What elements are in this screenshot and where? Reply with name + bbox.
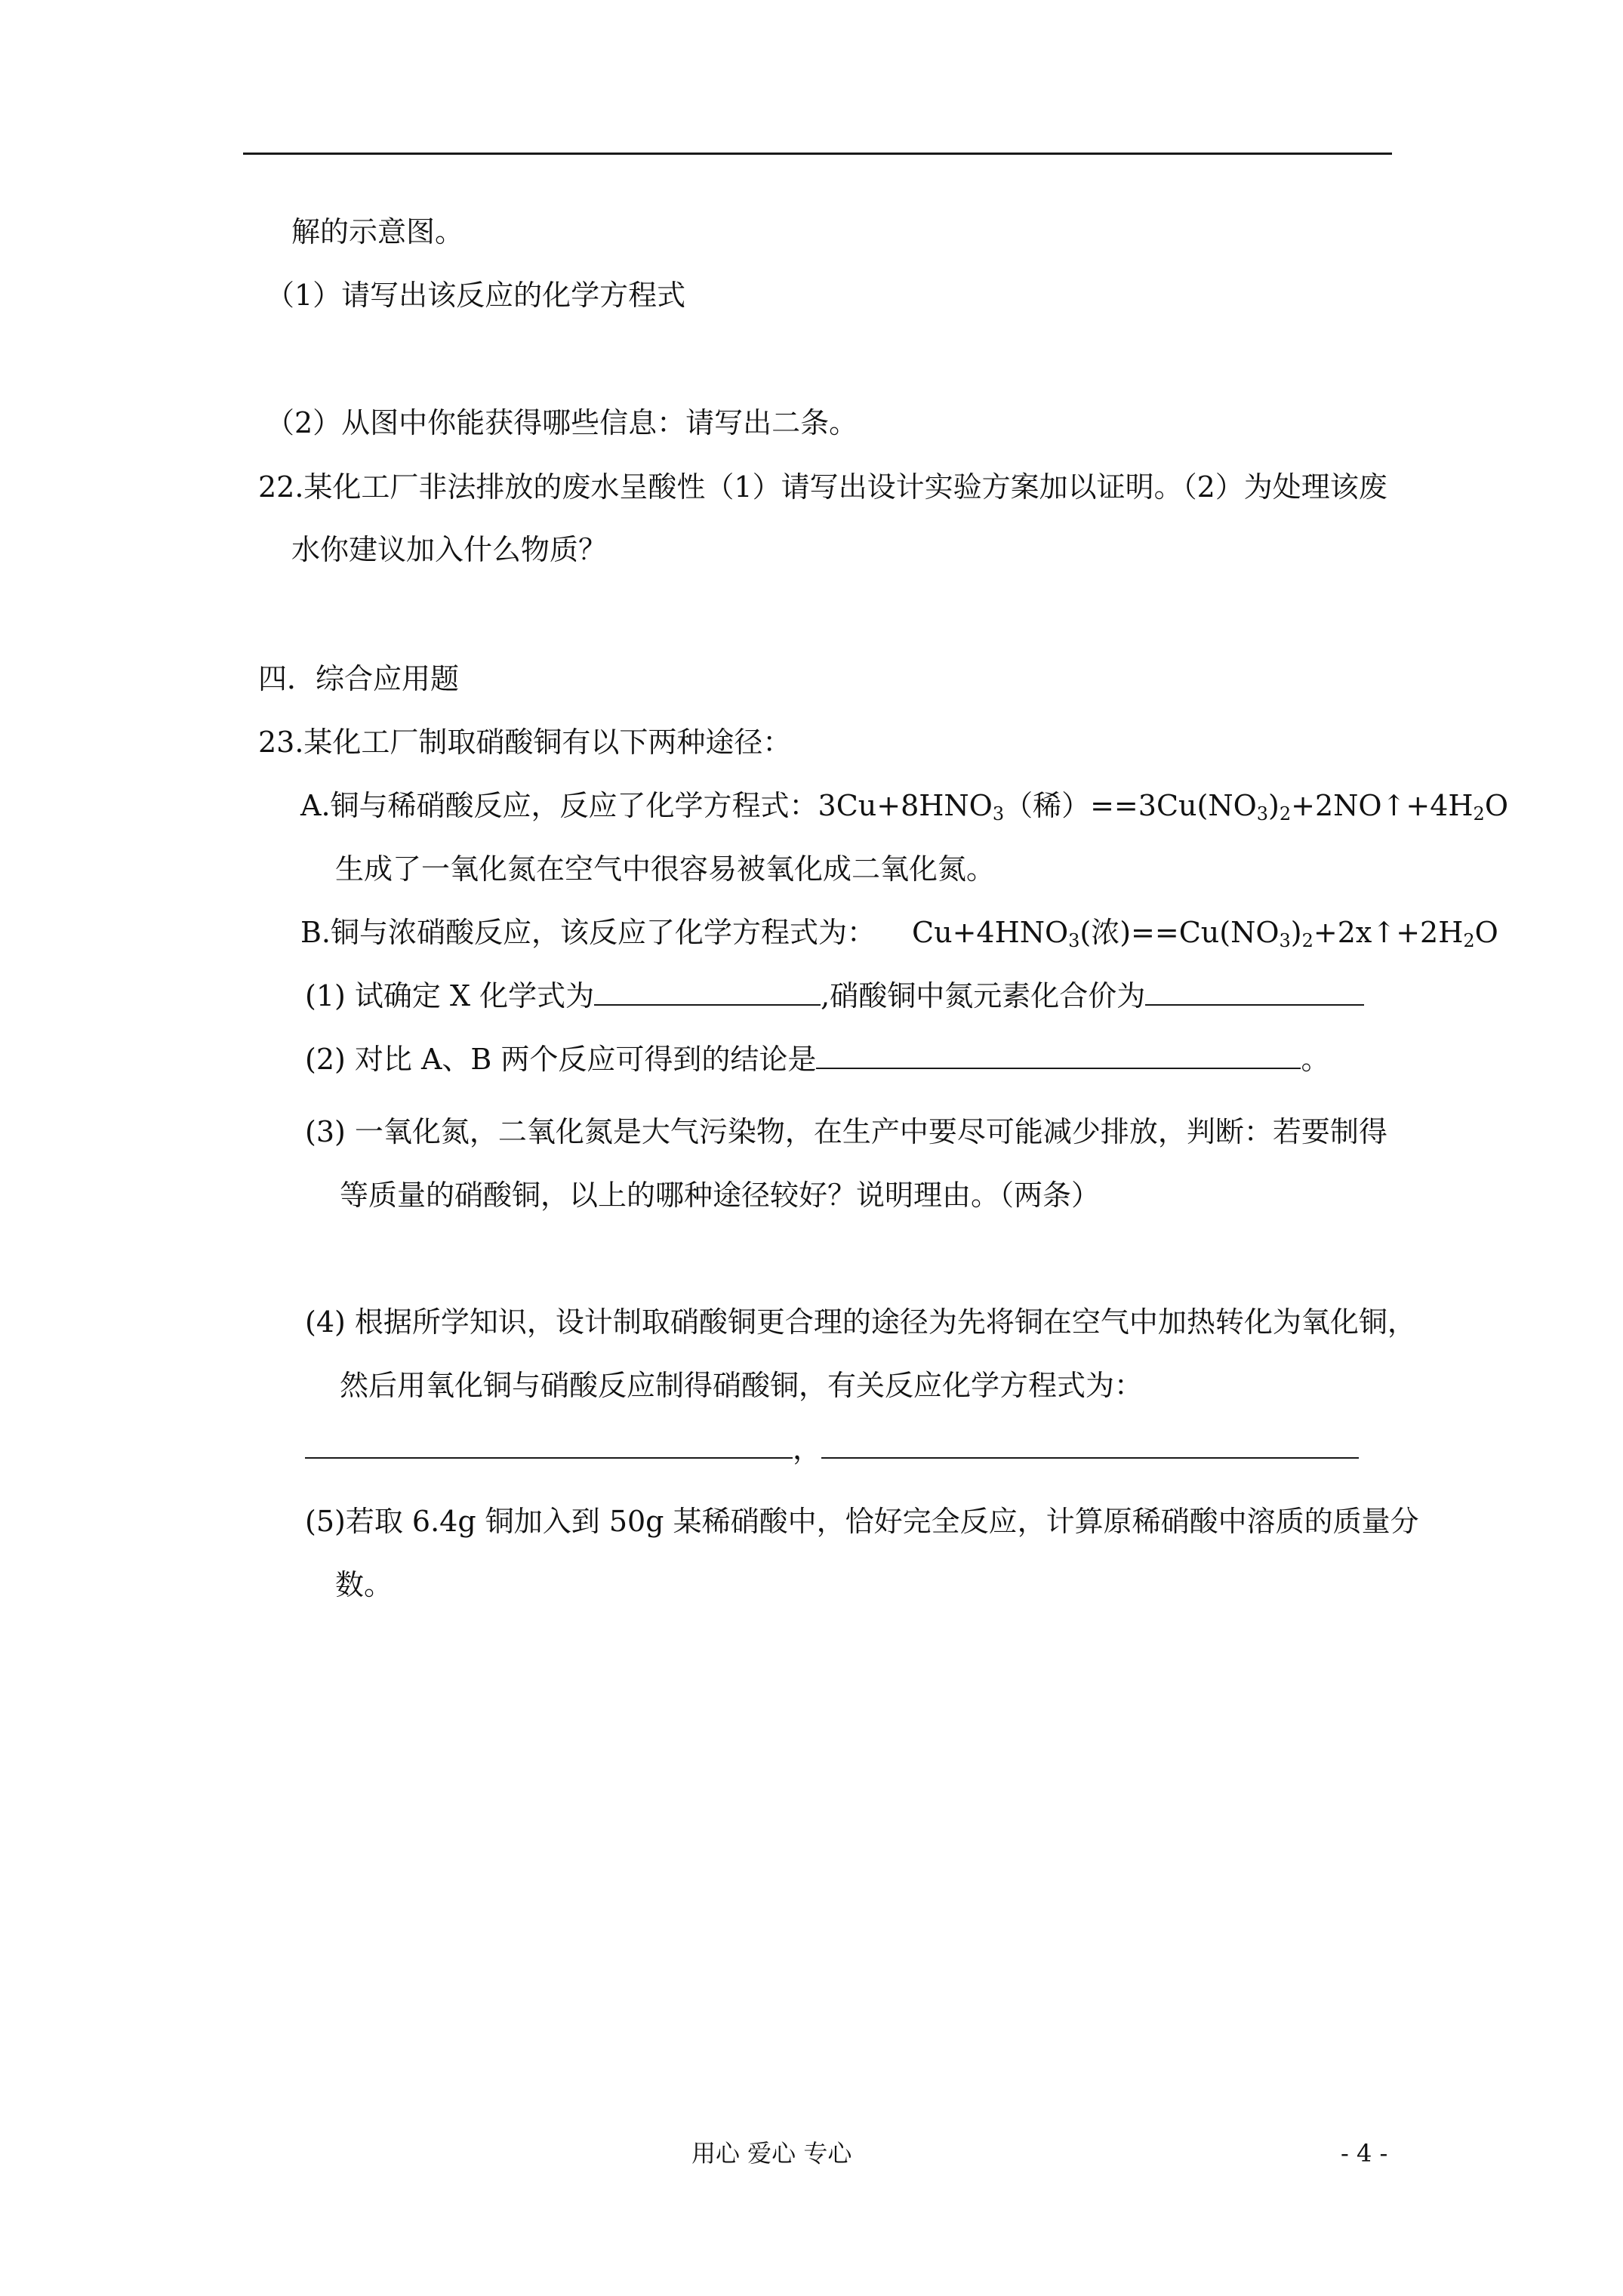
subscript: 2	[1473, 803, 1485, 824]
equation-blanks-row	[305, 1430, 1359, 1468]
subscript: 3	[992, 803, 1005, 824]
question-23-part-5-cont: 数。	[335, 1568, 393, 1601]
text: （稀）==3Cu(NO	[1004, 789, 1257, 822]
header-rule	[243, 153, 1392, 155]
text: )	[1268, 789, 1280, 822]
text: +2x↑+2H	[1313, 916, 1464, 949]
answer-blank-valence[interactable]	[1145, 978, 1364, 1006]
page-number: - 4 -	[1341, 2139, 1388, 2168]
text: O	[1484, 789, 1508, 822]
subscript: 2	[1301, 930, 1313, 951]
question-21-part-2: （2）从图中你能获得哪些信息：请写出二条。	[266, 406, 858, 439]
text: Cu+4HNO	[912, 916, 1069, 949]
question-23-part-4: (4) 根据所学知识，设计制取硝酸铜更合理的途径为先将铜在空气中加热转化为氧化铜，	[305, 1305, 1416, 1339]
route-a-note: 生成了一氧化氮在空气中很容易被氧化成二氧化氮。	[335, 852, 996, 886]
text-line: 解的示意图。	[291, 215, 464, 248]
subscript: 3	[1279, 930, 1291, 951]
text: ,硝酸铜中氮元素化合价为	[821, 979, 1146, 1012]
text: (2) 对比 A、B 两个反应可得到的结论是	[305, 1043, 817, 1076]
question-23: 23.某化工厂制取硝酸铜有以下两种途径：	[258, 726, 792, 759]
text: O	[1474, 916, 1498, 949]
footer-slogan: 用心 爱心 专心	[691, 2139, 852, 2168]
separator: ，	[793, 1432, 822, 1465]
answer-blank-equation-1[interactable]	[305, 1432, 793, 1459]
subscript: 3	[1068, 930, 1080, 951]
question-23-part-2	[305, 1040, 1329, 1078]
text: (浓)==Cu(NO	[1079, 916, 1280, 949]
subscript: 2	[1279, 803, 1292, 824]
question-23-part-3: (3) 一氧化氮，二氧化氮是大气污染物，在生产中要尽可能减少排放，判断：若要制得	[305, 1115, 1387, 1148]
text: )	[1290, 916, 1302, 949]
section-heading: 四．综合应用题	[258, 662, 460, 695]
question-23-part-3-cont: 等质量的硝酸铜，以上的哪种途径较好？说明理由。（两条）	[340, 1179, 1101, 1212]
text: +2NO↑+4H	[1291, 789, 1474, 822]
answer-blank-x-formula[interactable]	[594, 978, 821, 1006]
text: A.铜与稀硝酸反应，反应了化学方程式：3Cu+8HNO	[300, 789, 993, 822]
text: 。	[1301, 1043, 1330, 1076]
subscript: 2	[1463, 930, 1475, 951]
question-22: 22.某化工厂非法排放的废水呈酸性（1）请写出设计实验方案加以证明。（2）为处理该废	[258, 470, 1387, 504]
question-23-part-4-cont: 然后用氧化铜与硝酸反应制得硝酸铜，有关反应化学方程式为：	[340, 1369, 1144, 1402]
route-a-equation	[300, 787, 1508, 824]
subscript: 3	[1256, 803, 1269, 824]
text: B.铜与浓硝酸反应，该反应了化学方程式为：	[300, 916, 876, 949]
question-22-cont: 水你建议加入什么物质？	[291, 533, 608, 566]
text: (1) 试确定 X 化学式为	[305, 979, 595, 1012]
question-23-part-5: (5)若取 6.4g 铜加入到 50g 某稀硝酸中，恰好完全反应，计算原稀硝酸中溶质的质量分	[305, 1505, 1419, 1538]
answer-blank-conclusion[interactable]	[816, 1042, 1301, 1069]
question-21-part-1: （1）请写出该反应的化学方程式	[266, 279, 686, 312]
answer-blank-equation-2[interactable]	[821, 1432, 1359, 1459]
question-23-part-1	[305, 977, 1364, 1015]
route-b-equation	[300, 914, 1498, 951]
